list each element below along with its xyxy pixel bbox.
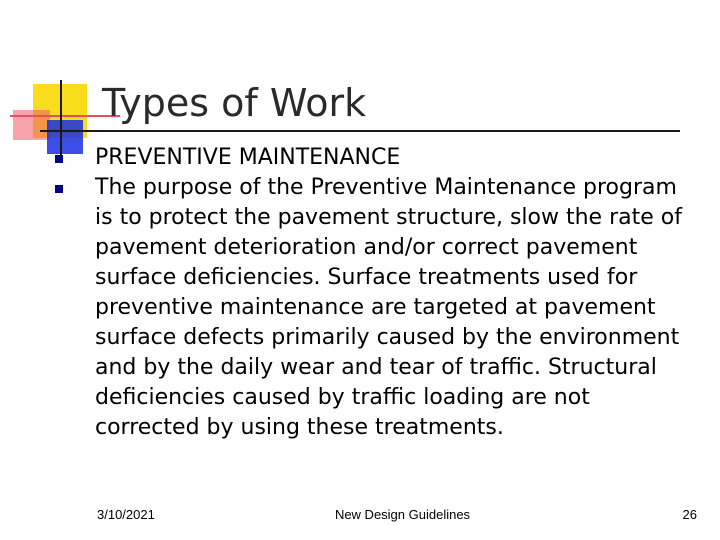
bullet-text: The purpose of the Preventive Maintenance program is to protect the pavement structure, slow the rate of pavement deterioration and/or correct pavement surface deficiencies. Surface treatments used for preventive maintenance are targeted at pavement surface defects primarily caused by the environment and by the daily wear and tear of traffic. Structural deficiencies caused by traffic loading are not corrected by using these treatments. — [95, 175, 682, 440]
page-number: 26 — [682, 507, 697, 522]
footer-date: 3/10/2021 — [97, 507, 155, 522]
bullet-square-icon — [55, 185, 63, 193]
slide-title: Types of Work — [102, 81, 367, 125]
bullet-text: PREVENTIVE MAINTENANCE — [95, 145, 401, 170]
title-divider — [40, 130, 680, 132]
bullet-square-icon — [55, 155, 63, 163]
footer-title: New Design Guidelines — [334, 507, 471, 522]
